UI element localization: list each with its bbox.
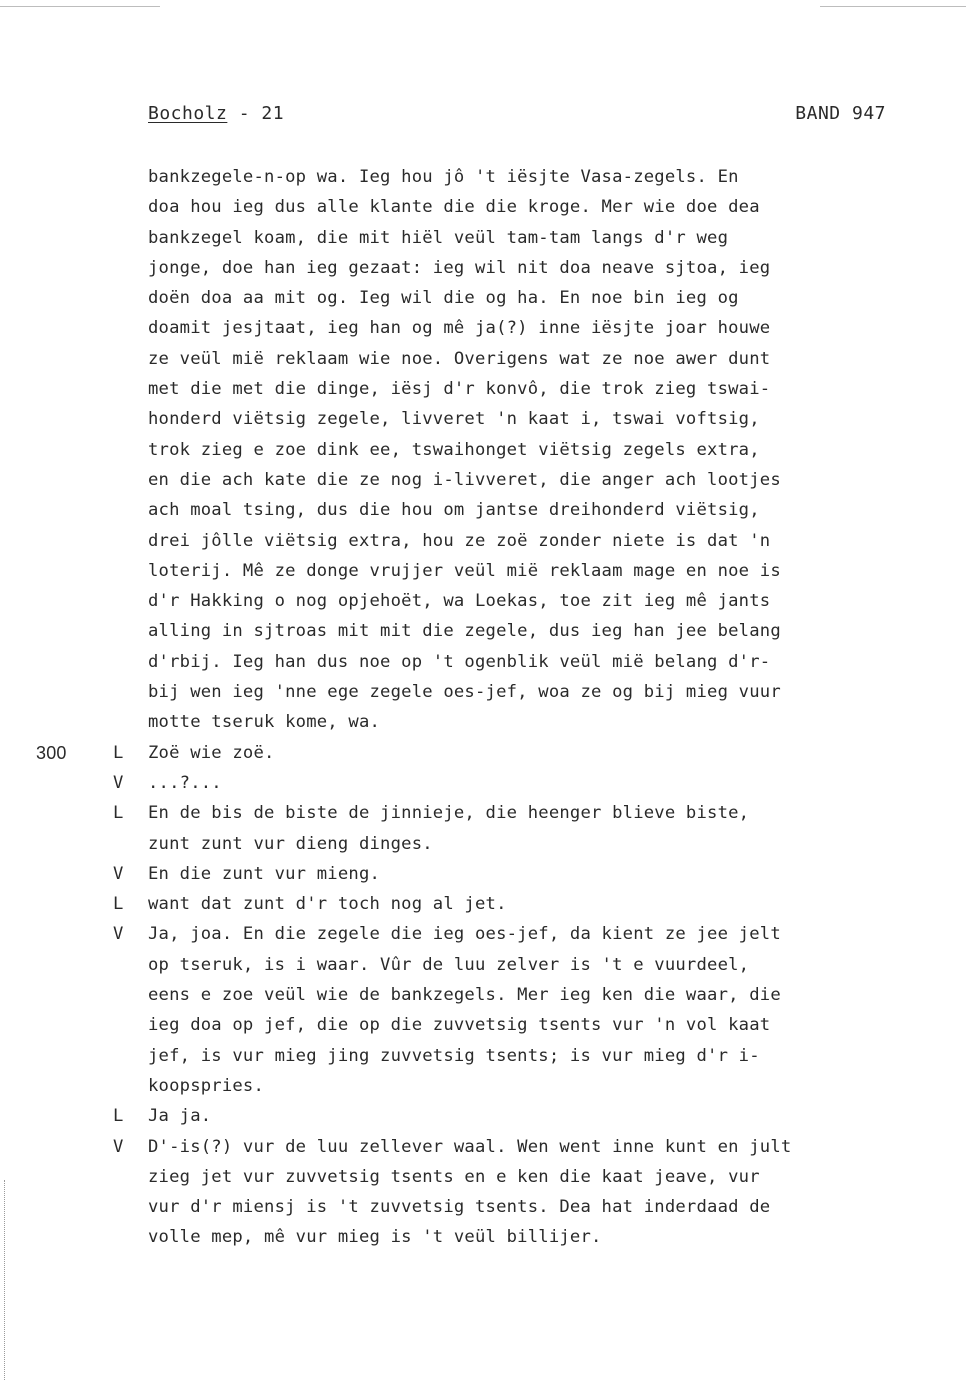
- transcript-line: [148, 313, 898, 343]
- transcript-line: [113, 859, 898, 889]
- line-text: bankzegel koam, die mit hiël veül tam-tam langs d'r weg: [148, 227, 729, 248]
- transcript-line: [148, 556, 898, 586]
- line-text: En die zunt vur mieng.: [148, 863, 381, 884]
- transcript-line: [148, 526, 898, 556]
- transcript-line: [113, 1101, 898, 1131]
- transcript-line: [113, 798, 898, 828]
- line-text: ach moal tsing, dus die hou om jantse dreihonderd viëtsig,: [148, 500, 760, 521]
- transcript-line: [148, 374, 898, 404]
- line-text: bij wen ieg 'nne ege zegele oes-jef, woa ze og bij mieg vuur: [148, 682, 781, 703]
- transcript-line: [148, 435, 898, 465]
- line-text: ze veül mië reklaam wie noe. Overigens wat ze noe awer dunt: [148, 348, 771, 369]
- line-text: jonge, doe han ieg gezaat: ieg wil nit doa neave sjtoa, ieg: [148, 257, 771, 278]
- line-text: eens e zoe veül wie de bankzegels. Mer ieg ken die waar, die: [148, 985, 781, 1006]
- line-text: motte tseruk kome, wa.: [148, 712, 381, 733]
- transcript-line: [148, 404, 898, 434]
- line-text: D'-is(?) vur de luu zellever waal. Wen went inne kunt en jult: [148, 1136, 792, 1157]
- line-text: op tseruk, is i waar. Vûr de luu zelver is 't e vuurdeel,: [148, 954, 750, 975]
- line-text: want dat zunt d'r toch nog al jet.: [148, 894, 507, 915]
- page-header-tape: BAND 947: [795, 103, 886, 124]
- transcript-body: [36, 162, 898, 1253]
- transcript-line: [148, 223, 898, 253]
- line-text: doën doa aa mit og. Ieg wil die og ha. En noe bin ieg og: [148, 288, 739, 309]
- line-number: 300: [36, 742, 67, 763]
- speaker-label: L: [113, 742, 124, 763]
- transcript-line: [148, 344, 898, 374]
- line-text: honderd viëtsig zegele, livveret 'n kaat i, tswai voftsig,: [148, 409, 760, 430]
- line-text: Zoë wie zoë.: [148, 742, 275, 763]
- transcript-line: [148, 465, 898, 495]
- top-rule-right: [820, 6, 966, 7]
- line-text: doa hou ieg dus alle klante die die kroge. Mer wie doe dea: [148, 197, 760, 218]
- transcript-line: [148, 677, 898, 707]
- speaker-label: L: [113, 1106, 124, 1127]
- line-text: doamit jesjtaat, ieg han og mê ja(?) inne iësjte joar houwe: [148, 318, 771, 339]
- transcript-line: [148, 1192, 898, 1222]
- page-header-left: [148, 103, 284, 124]
- line-text: volle mep, mê vur mieg is 't veül billijer.: [148, 1227, 602, 1248]
- transcript-line: [148, 707, 898, 737]
- line-text: d'rbij. Ieg han dus noe op 't ogenblik veül mië belang d'r-: [148, 651, 771, 672]
- line-text: zunt zunt vur dieng dinges.: [148, 833, 433, 854]
- transcript-line: [148, 586, 898, 616]
- transcript-line: [148, 647, 898, 677]
- transcript-line: [148, 1222, 898, 1252]
- line-text: ...?...: [148, 772, 222, 793]
- transcript-line: [148, 495, 898, 525]
- transcript-line: [148, 1010, 898, 1040]
- line-text: trok zieg e zoe dink ee, tswaihonget viëtsig zegels extra,: [148, 439, 760, 460]
- transcript-line: [36, 738, 898, 768]
- line-text: loterij. Mê ze donge vrujjer veül mië reklaam mage en noe is: [148, 560, 781, 581]
- transcript-line: [113, 919, 898, 949]
- margin-punch-marks: [4, 1180, 7, 1380]
- transcript-line: [148, 980, 898, 1010]
- transcript-line: [113, 889, 898, 919]
- speaker-label: V: [113, 924, 124, 945]
- line-text: En de bis de biste de jinnieje, die heenger blieve biste,: [148, 803, 750, 824]
- line-text: d'r Hakking o nog opjehoët, wa Loekas, toe zit ieg mê jants: [148, 591, 771, 612]
- speaker-label: V: [113, 772, 124, 793]
- transcript-line: [148, 950, 898, 980]
- line-text: ieg doa op jef, die op die zuvvetsig tsents vur 'n vol kaat: [148, 1015, 771, 1036]
- speaker-label: V: [113, 1136, 124, 1157]
- line-text: Ja, joa. En die zegele die ieg oes-jef, da kient ze jee jelt: [148, 924, 781, 945]
- transcript-line: [148, 829, 898, 859]
- transcript-line: [148, 1041, 898, 1071]
- transcript-line: [148, 192, 898, 222]
- speaker-label: V: [113, 863, 124, 884]
- transcript-line: [113, 1132, 898, 1162]
- transcript-line: [148, 616, 898, 646]
- line-text: Ja ja.: [148, 1106, 212, 1127]
- header-page-number: - 21: [227, 103, 285, 124]
- line-text: bankzegele-n-op wa. Ieg hou jô 't iësjte Vasa-zegels. En: [148, 167, 739, 187]
- header-place: Bocholz: [148, 103, 228, 124]
- transcript-line: [113, 768, 898, 798]
- top-rule-left: [0, 6, 160, 7]
- transcript-line: [148, 283, 898, 313]
- line-text: drei jôlle viëtsig extra, hou ze zoë zonder niete is dat 'n: [148, 530, 771, 551]
- line-text: koopspries.: [148, 1075, 265, 1096]
- line-text: jef, is vur mieg jing zuvvetsig tsents; is vur mieg d'r i-: [148, 1045, 760, 1066]
- transcript-line: [148, 253, 898, 283]
- line-text: vur d'r miensj is 't zuvvetsig tsents. Dea hat inderdaad de: [148, 1197, 771, 1218]
- line-text: en die ach kate die ze nog i-livveret, die anger ach lootjes: [148, 469, 781, 490]
- transcript-line: [148, 162, 898, 192]
- transcript-line: [148, 1071, 898, 1101]
- line-text: zieg jet vur zuvvetsig tsents en e ken die kaat jeave, vur: [148, 1166, 760, 1187]
- transcript-line: [148, 1162, 898, 1192]
- line-text: met die met die dinge, iësj d'r konvô, die trok zieg tswai-: [148, 379, 771, 400]
- line-text: alling in sjtroas mit mit die zegele, dus ieg han jee belang: [148, 621, 781, 642]
- speaker-label: L: [113, 894, 124, 915]
- speaker-label: L: [113, 803, 124, 824]
